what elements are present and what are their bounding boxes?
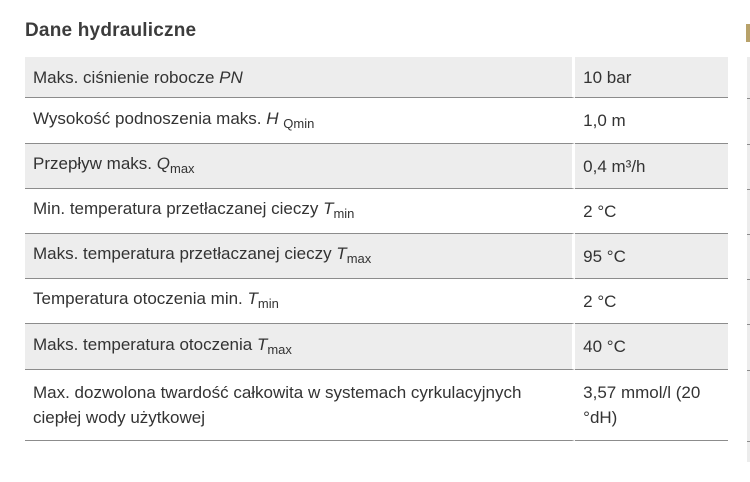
row-value: 3,57 mmol/l (20 °dH) (575, 370, 728, 441)
row-label: Przepływ maks. $Q_{max}$ (25, 144, 575, 189)
row-value: 2 °C (575, 279, 728, 324)
parameter-symbol: T (336, 244, 347, 263)
row-value: 1,0 m (575, 98, 728, 144)
parameter-symbol: T (323, 199, 334, 218)
parameter-subscript: Qmin (283, 115, 315, 131)
parameter-subscript: max (346, 251, 372, 266)
row-label: Max. dozwolona twardość całkowita w systemach cyrkulacyjnych ciepłej wody użytkowej (25, 370, 575, 441)
row-value: 10 bar (575, 57, 728, 98)
row-label: Wysokość podnoszenia maks. H $_{Qmin}$ (25, 98, 575, 144)
adjacent-column-marker (746, 24, 750, 42)
table-row (25, 144, 728, 189)
parameter-symbol: T (256, 334, 268, 354)
table-row (25, 279, 728, 324)
parameter-symbol: Q (156, 154, 170, 173)
row-label: Min. temperatura przetłaczanej cieczy $T_{min}$ (25, 189, 575, 234)
table-row (25, 234, 728, 279)
table-row (25, 324, 728, 370)
parameter-subscript: max (169, 161, 195, 176)
parameter-symbol: T (247, 289, 258, 308)
row-value: 0,4 m³/h (575, 144, 728, 189)
row-value: 2 °C (575, 189, 728, 234)
row-value: 40 °C (575, 324, 728, 370)
parameter-subscript: min (333, 206, 355, 221)
parameter-symbol: PN (219, 67, 243, 87)
row-label: Maks. ciśnienie robocze PN (25, 57, 575, 98)
row-value: 95 °C (575, 234, 728, 279)
parameter-subscript: min (257, 296, 279, 311)
row-label: Maks. temperatura przetłaczanej cieczy $T_{max}$ (25, 234, 575, 279)
row-label: Maks. temperatura otoczenia $T_{max}$ (25, 324, 575, 370)
parameter-symbol: H (266, 108, 279, 128)
parameter-subscript: max (267, 341, 292, 357)
hydraulic-data-table (25, 57, 728, 441)
table-row (25, 57, 728, 98)
row-label: Temperatura otoczenia min. $T_{min}$ (25, 279, 575, 324)
table-row (25, 370, 728, 441)
section-title: Dane hydrauliczne (25, 20, 197, 41)
table-row (25, 189, 728, 234)
table-row (25, 98, 728, 144)
